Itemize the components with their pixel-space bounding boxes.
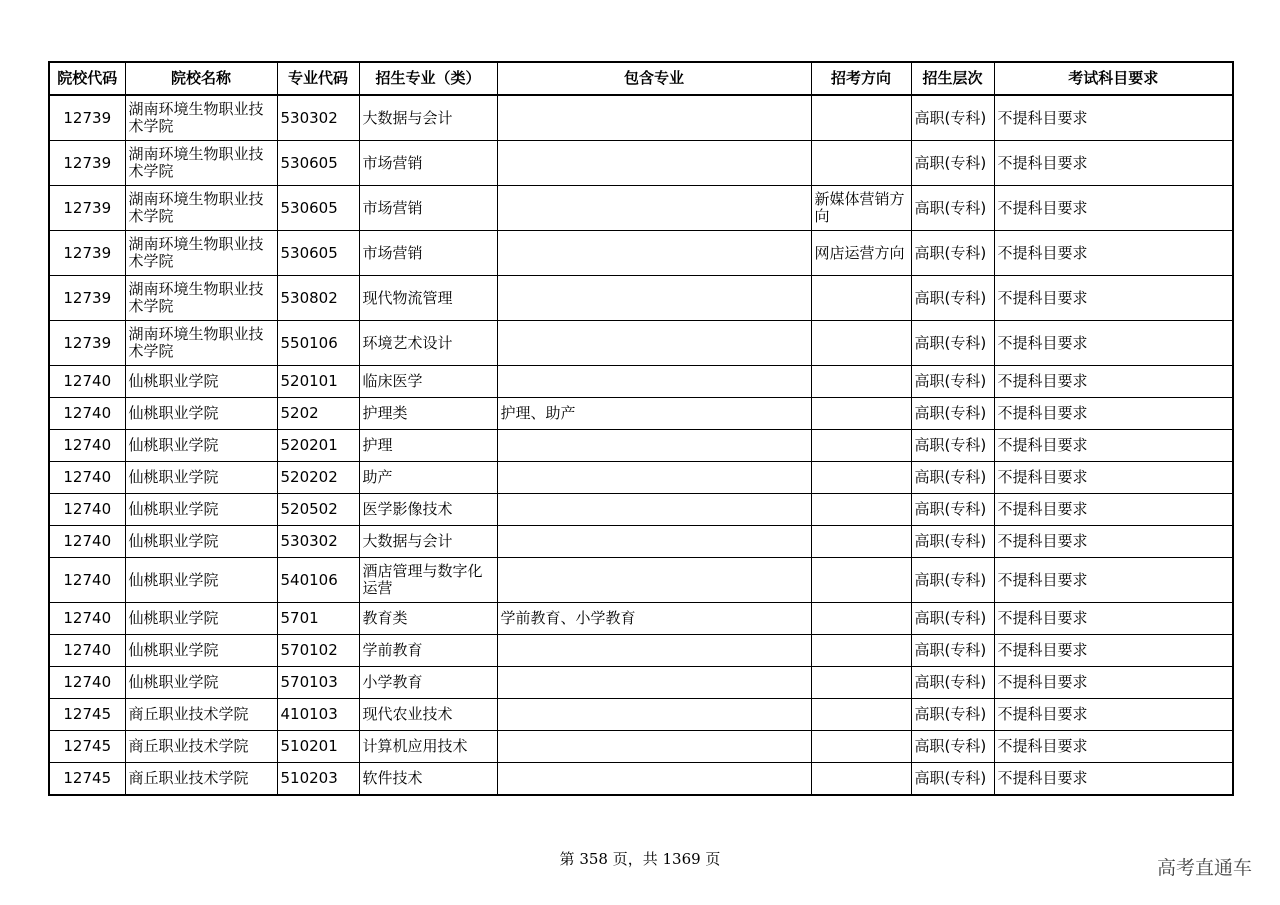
cell-school-name: 湖南环境生物职业技术学院 [125,231,277,276]
table-row [49,186,1233,231]
cell-school-code: 12740 [49,366,125,398]
cell-subject-requirement: 不提科目要求 [994,321,1233,366]
cell-subject-requirement: 不提科目要求 [994,186,1233,231]
cell-major-code: 530605 [277,186,359,231]
cell-major-code: 510201 [277,731,359,763]
table-row [49,430,1233,462]
cell-direction [811,667,911,699]
cell-school-code: 12739 [49,186,125,231]
cell-subject-requirement: 不提科目要求 [994,526,1233,558]
cell-included-majors [497,667,811,699]
cell-direction [811,321,911,366]
cell-major-code: 540106 [277,558,359,603]
cell-major: 小学教育 [359,667,497,699]
header-subject-requirement: 考试科目要求 [994,62,1233,95]
cell-included-majors [497,366,811,398]
header-included-majors: 包含专业 [497,62,811,95]
cell-level: 高职(专科) [911,526,994,558]
cell-major-code: 530802 [277,276,359,321]
table-row [49,141,1233,186]
cell-level: 高职(专科) [911,603,994,635]
table-row [49,731,1233,763]
cell-school-code: 12739 [49,276,125,321]
cell-school-code: 12740 [49,398,125,430]
header-school-code: 院校代码 [49,62,125,95]
cell-included-majors [497,430,811,462]
cell-major-code: 570103 [277,667,359,699]
cell-subject-requirement: 不提科目要求 [994,558,1233,603]
cell-direction [811,276,911,321]
cell-direction [811,731,911,763]
cell-school-code: 12740 [49,462,125,494]
cell-direction [811,699,911,731]
header-major: 招生专业（类） [359,62,497,95]
cell-school-name: 商丘职业技术学院 [125,699,277,731]
cell-direction [811,635,911,667]
cell-major-code: 510203 [277,763,359,796]
header-major-code: 专业代码 [277,62,359,95]
cell-major: 医学影像技术 [359,494,497,526]
cell-included-majors [497,95,811,141]
cell-included-majors [497,321,811,366]
cell-level: 高职(专科) [911,494,994,526]
cell-major: 大数据与会计 [359,95,497,141]
cell-direction [811,494,911,526]
cell-major-code: 520101 [277,366,359,398]
cell-school-name: 湖南环境生物职业技术学院 [125,95,277,141]
cell-level: 高职(专科) [911,231,994,276]
enrollment-table [48,61,1234,796]
table-header [49,62,1233,95]
cell-included-majors [497,635,811,667]
cell-direction: 新媒体营销方向 [811,186,911,231]
cell-major: 护理 [359,430,497,462]
cell-level: 高职(专科) [911,366,994,398]
cell-included-majors [497,231,811,276]
cell-major: 软件技术 [359,763,497,796]
cell-subject-requirement: 不提科目要求 [994,231,1233,276]
cell-school-name: 仙桃职业学院 [125,398,277,430]
cell-major: 市场营销 [359,231,497,276]
table-row [49,276,1233,321]
cell-school-code: 12739 [49,95,125,141]
cell-subject-requirement: 不提科目要求 [994,398,1233,430]
cell-school-name: 仙桃职业学院 [125,635,277,667]
cell-direction [811,462,911,494]
cell-school-code: 12740 [49,494,125,526]
cell-level: 高职(专科) [911,186,994,231]
cell-subject-requirement: 不提科目要求 [994,699,1233,731]
cell-major-code: 550106 [277,321,359,366]
cell-included-majors [497,558,811,603]
cell-subject-requirement: 不提科目要求 [994,462,1233,494]
cell-major-code: 5202 [277,398,359,430]
cell-major: 助产 [359,462,497,494]
cell-included-majors [497,526,811,558]
cell-major-code: 520201 [277,430,359,462]
cell-major: 现代物流管理 [359,276,497,321]
cell-included-majors [497,186,811,231]
cell-major: 护理类 [359,398,497,430]
cell-school-name: 仙桃职业学院 [125,366,277,398]
cell-major: 酒店管理与数字化运营 [359,558,497,603]
table-row [49,763,1233,796]
cell-school-code: 12745 [49,763,125,796]
cell-direction [811,398,911,430]
cell-level: 高职(专科) [911,558,994,603]
header-row [49,62,1233,95]
cell-included-majors [497,731,811,763]
cell-direction [811,763,911,796]
cell-school-name: 商丘职业技术学院 [125,731,277,763]
table-row [49,231,1233,276]
cell-level: 高职(专科) [911,763,994,796]
cell-school-code: 12740 [49,526,125,558]
cell-school-code: 12740 [49,430,125,462]
cell-major: 环境艺术设计 [359,321,497,366]
table-row [49,366,1233,398]
cell-school-name: 仙桃职业学院 [125,667,277,699]
table-row [49,667,1233,699]
cell-school-code: 12740 [49,635,125,667]
cell-subject-requirement: 不提科目要求 [994,430,1233,462]
cell-school-code: 12739 [49,141,125,186]
cell-direction [811,558,911,603]
cell-major-code: 410103 [277,699,359,731]
cell-school-code: 12740 [49,603,125,635]
cell-school-code: 12745 [49,731,125,763]
cell-school-code: 12739 [49,321,125,366]
header-direction: 招考方向 [811,62,911,95]
watermark: 高考直通车 [1156,857,1252,879]
table-row [49,558,1233,603]
cell-direction [811,366,911,398]
cell-level: 高职(专科) [911,430,994,462]
cell-school-name: 湖南环境生物职业技术学院 [125,321,277,366]
cell-level: 高职(专科) [911,731,994,763]
cell-direction [811,95,911,141]
cell-included-majors [497,141,811,186]
cell-level: 高职(专科) [911,95,994,141]
cell-included-majors: 护理、助产 [497,398,811,430]
cell-major-code: 530605 [277,231,359,276]
cell-major: 临床医学 [359,366,497,398]
table-row [49,635,1233,667]
cell-school-name: 仙桃职业学院 [125,430,277,462]
cell-subject-requirement: 不提科目要求 [994,366,1233,398]
cell-major-code: 5701 [277,603,359,635]
cell-major: 现代农业技术 [359,699,497,731]
cell-major: 市场营销 [359,186,497,231]
cell-direction [811,526,911,558]
cell-major: 市场营销 [359,141,497,186]
cell-included-majors [497,494,811,526]
table-row [49,398,1233,430]
table-row [49,462,1233,494]
cell-level: 高职(专科) [911,635,994,667]
cell-subject-requirement: 不提科目要求 [994,276,1233,321]
table-row [49,699,1233,731]
cell-level: 高职(专科) [911,321,994,366]
cell-direction [811,603,911,635]
cell-level: 高职(专科) [911,699,994,731]
cell-level: 高职(专科) [911,462,994,494]
cell-subject-requirement: 不提科目要求 [994,667,1233,699]
cell-school-name: 商丘职业技术学院 [125,763,277,796]
cell-school-name: 仙桃职业学院 [125,494,277,526]
cell-subject-requirement: 不提科目要求 [994,763,1233,796]
cell-direction [811,141,911,186]
cell-major: 学前教育 [359,635,497,667]
table-body [49,95,1233,795]
cell-level: 高职(专科) [911,276,994,321]
cell-included-majors [497,699,811,731]
cell-level: 高职(专科) [911,141,994,186]
cell-major-code: 570102 [277,635,359,667]
cell-direction [811,430,911,462]
cell-included-majors: 学前教育、小学教育 [497,603,811,635]
cell-major: 计算机应用技术 [359,731,497,763]
cell-included-majors [497,276,811,321]
cell-subject-requirement: 不提科目要求 [994,141,1233,186]
cell-major: 大数据与会计 [359,526,497,558]
cell-major: 教育类 [359,603,497,635]
table-row [49,526,1233,558]
cell-level: 高职(专科) [911,667,994,699]
cell-school-name: 仙桃职业学院 [125,462,277,494]
cell-major-code: 530605 [277,141,359,186]
cell-subject-requirement: 不提科目要求 [994,494,1233,526]
cell-major-code: 530302 [277,526,359,558]
header-school-name: 院校名称 [125,62,277,95]
header-level: 招生层次 [911,62,994,95]
cell-included-majors [497,462,811,494]
cell-subject-requirement: 不提科目要求 [994,635,1233,667]
cell-included-majors [497,763,811,796]
cell-school-name: 湖南环境生物职业技术学院 [125,141,277,186]
table-row [49,603,1233,635]
cell-school-code: 12745 [49,699,125,731]
cell-major-code: 520502 [277,494,359,526]
page-number: 第 358 页，共 1369 页 [559,850,721,868]
cell-subject-requirement: 不提科目要求 [994,95,1233,141]
cell-major-code: 530302 [277,95,359,141]
cell-school-code: 12740 [49,558,125,603]
cell-subject-requirement: 不提科目要求 [994,603,1233,635]
cell-school-name: 湖南环境生物职业技术学院 [125,186,277,231]
table-row [49,494,1233,526]
cell-school-code: 12740 [49,667,125,699]
cell-school-name: 仙桃职业学院 [125,526,277,558]
cell-level: 高职(专科) [911,398,994,430]
cell-school-name: 湖南环境生物职业技术学院 [125,276,277,321]
cell-direction: 网店运营方向 [811,231,911,276]
table-row [49,321,1233,366]
cell-school-code: 12739 [49,231,125,276]
cell-major-code: 520202 [277,462,359,494]
cell-subject-requirement: 不提科目要求 [994,731,1233,763]
cell-school-name: 仙桃职业学院 [125,603,277,635]
cell-school-name: 仙桃职业学院 [125,558,277,603]
table-row [49,95,1233,141]
